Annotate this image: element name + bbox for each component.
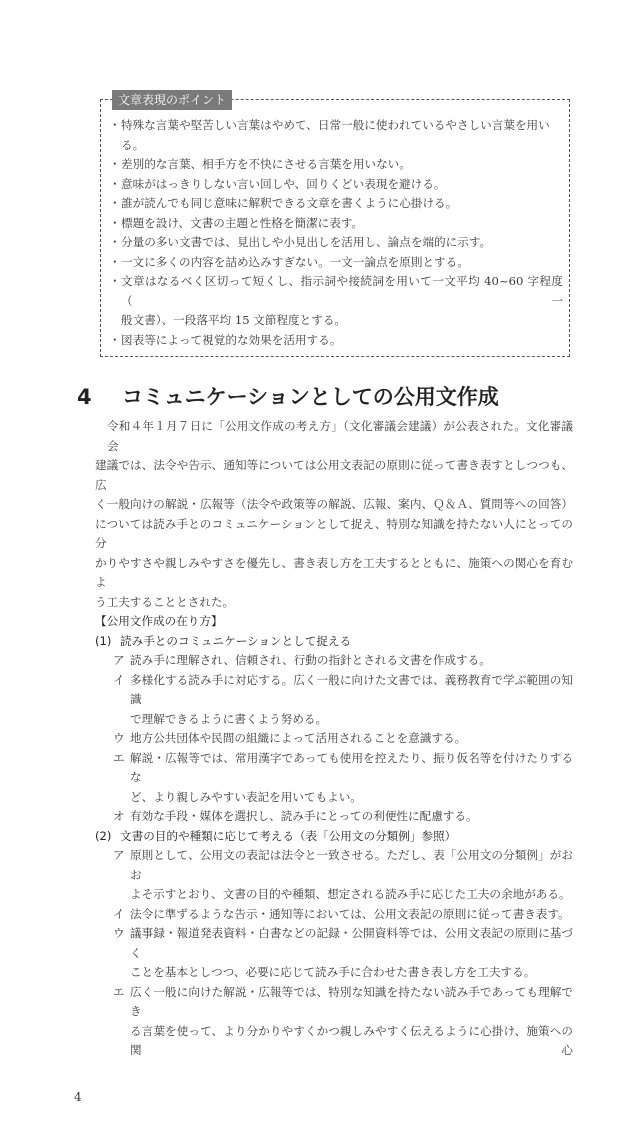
bullet-item	[109, 233, 563, 253]
item-key: エ	[113, 750, 125, 765]
list-item	[95, 924, 573, 963]
bullet-item	[109, 155, 563, 175]
item-key: ア	[113, 653, 125, 667]
item-text: 多様化する読み手に対応する。広く一般に向けた文書では、義務教育で学ぶ範囲の知識	[130, 672, 573, 706]
bullet-text: 図表等によって視覚的な効果を活用する。	[121, 332, 342, 347]
intro-line: については読み手とのコミュニケーションとして捉え、特別な知識を持たない人にとっての分	[95, 516, 573, 550]
bullet-text: 誰が読んでも同じ意味に解釈できる文章を書くように心掛ける。	[121, 196, 458, 210]
item-text: 読み手に理解され、信頼され、行動の指針とされる文書を作成する。	[130, 653, 491, 667]
intro-line: く一般向けの解説・広報等（法令や政策等の解説、広報、案内、Ｑ＆Ａ、質問等への回答）	[95, 497, 573, 511]
bullet-item	[109, 175, 563, 195]
bullet-item	[109, 116, 563, 155]
bullet-text: 文章はなるべく区切って短くし、指示詞や接続詞を用いて一文平均 40~60 字程度（一	[121, 274, 563, 308]
item-text-continued: ことを基本としつつ、必要に応じて読み手に合わせた書き表し方を工夫する。	[130, 965, 536, 979]
bullet-mark: ・	[109, 274, 121, 288]
bullet-item	[109, 194, 563, 214]
list-item	[95, 807, 573, 827]
item-key: ウ	[113, 731, 125, 745]
section-number: 4	[77, 385, 92, 409]
item-key: オ	[113, 809, 125, 823]
intro-line: う工夫することとされた。	[95, 594, 235, 609]
bullet-mark: ・	[109, 235, 121, 249]
bullet-text: 一文に多くの内容を詰め込みすぎない。一文一論点を原則とする。	[121, 254, 469, 269]
item-text-continued: よそ示すとおり、文書の目的や種類、想定される読み手に応じた工夫の余地がある。	[130, 887, 571, 901]
list-item	[95, 671, 573, 710]
section-title: コミュニケーションとしての公用文作成	[122, 385, 499, 409]
bullet-text: 意味がはっきりしない言い回しや、回りくどい表現を避ける。	[121, 176, 446, 191]
bullet-item	[109, 331, 563, 351]
bullet-mark: ・	[109, 118, 121, 132]
bullet-text-continued: 般文書）、一段落平均 15 文節程度とする。	[121, 313, 347, 327]
bullet-mark: ・	[109, 332, 121, 347]
bullet-mark: ・	[109, 254, 121, 269]
item-text: 広く一般に向けた解説・広報等では、特別な知識を持たない読み手であっても理解でき	[130, 984, 573, 1018]
subsection-heading	[95, 827, 573, 847]
list-item	[95, 846, 573, 885]
item-key: イ	[113, 672, 125, 687]
bullet-mark: ・	[109, 196, 121, 210]
item-text: 法令に準ずるような告示・通知等においては、公用文表記の原則に従って書き表す。	[130, 906, 570, 921]
intro-line: 令和４年１月７日に「公用文作成の考え方」（文化審議会建議）が公表された。文化審議会	[107, 419, 573, 453]
subsection-title: 文書の目的や種類に応じて考える（表「公用文の分類例」参照）	[120, 828, 457, 843]
list-item	[95, 983, 573, 1022]
bullet-text: 差別的な言葉、相手方を不快にさせる言葉を用いない。	[121, 157, 411, 171]
bullet-mark: ・	[109, 215, 121, 230]
subsection-heading	[95, 632, 573, 652]
bullet-item	[109, 253, 563, 273]
subsection-number: (1)	[95, 633, 112, 648]
item-text: 地方公共団体や民間の組織によって活用されることを意識する。	[130, 731, 467, 745]
item-text: 原則として、公用文の表記は法令と一致させる。ただし、表「公用文の分類例」がおお	[130, 848, 573, 882]
writing-points-box	[100, 93, 570, 357]
list-item	[95, 905, 573, 925]
item-key: エ	[113, 984, 125, 999]
item-key: イ	[113, 906, 125, 921]
page-number: 4	[74, 1089, 82, 1104]
writing-points-label: 文章表現のポイント	[112, 90, 232, 110]
section-body	[95, 417, 573, 1061]
bullet-mark: ・	[109, 176, 121, 191]
item-text-continued: ど、より親しみやすい表記を用いてもよい。	[130, 789, 362, 804]
subheading: 【公用文作成の在り方】	[95, 614, 223, 628]
writing-points-list	[109, 116, 563, 350]
bullet-text: 特殊な言葉や堅苦しい言葉はやめて、日常一般に使われているやさしい言葉を用いる。	[121, 118, 550, 152]
bullet-mark: ・	[109, 157, 121, 171]
list-item	[95, 729, 573, 749]
bullet-item	[109, 272, 563, 311]
item-text: 有効な手段・媒体を選択し、読み手にとっての利便性に配慮する。	[130, 809, 478, 823]
item-text-continued: る言葉を使って、より分かりやすくかつ親しみやすく伝えるように心掛け、施策への関心	[130, 1023, 573, 1057]
item-text: 解説・広報等では、常用漢字であっても使用を控えたり、振り仮名等を付けたりするな	[130, 750, 573, 784]
item-text: 議事録・報道発表資料・白書などの記録・公開資料等では、公用文表記の原則に基づく	[130, 926, 573, 960]
item-key: ウ	[113, 926, 125, 940]
section-heading	[77, 383, 643, 411]
intro-line: 建議では、法令や告示、通知等については公用文表記の原則に従って書き表すとしつつも、広	[95, 458, 573, 492]
bullet-text: 分量の多い文書では、見出しや小見出しを活用し、論点を端的に示す。	[121, 235, 492, 249]
bullet-item	[109, 214, 563, 234]
bullet-text: 標題を設け、文書の主題と性格を簡潔に表す。	[121, 215, 364, 230]
item-key: ア	[113, 848, 125, 862]
intro-line: かりやすさや親しみやすさを優先し、書き表し方を工夫するとともに、施策への関心を育むよ	[95, 555, 573, 589]
list-item	[95, 651, 573, 671]
subsection-number: (2)	[95, 828, 112, 843]
list-item	[95, 749, 573, 788]
subsection-title: 読み手とのコミュニケーションとして捉える	[120, 633, 352, 648]
item-text-continued: で理解できるように書くよう努める。	[130, 711, 328, 726]
